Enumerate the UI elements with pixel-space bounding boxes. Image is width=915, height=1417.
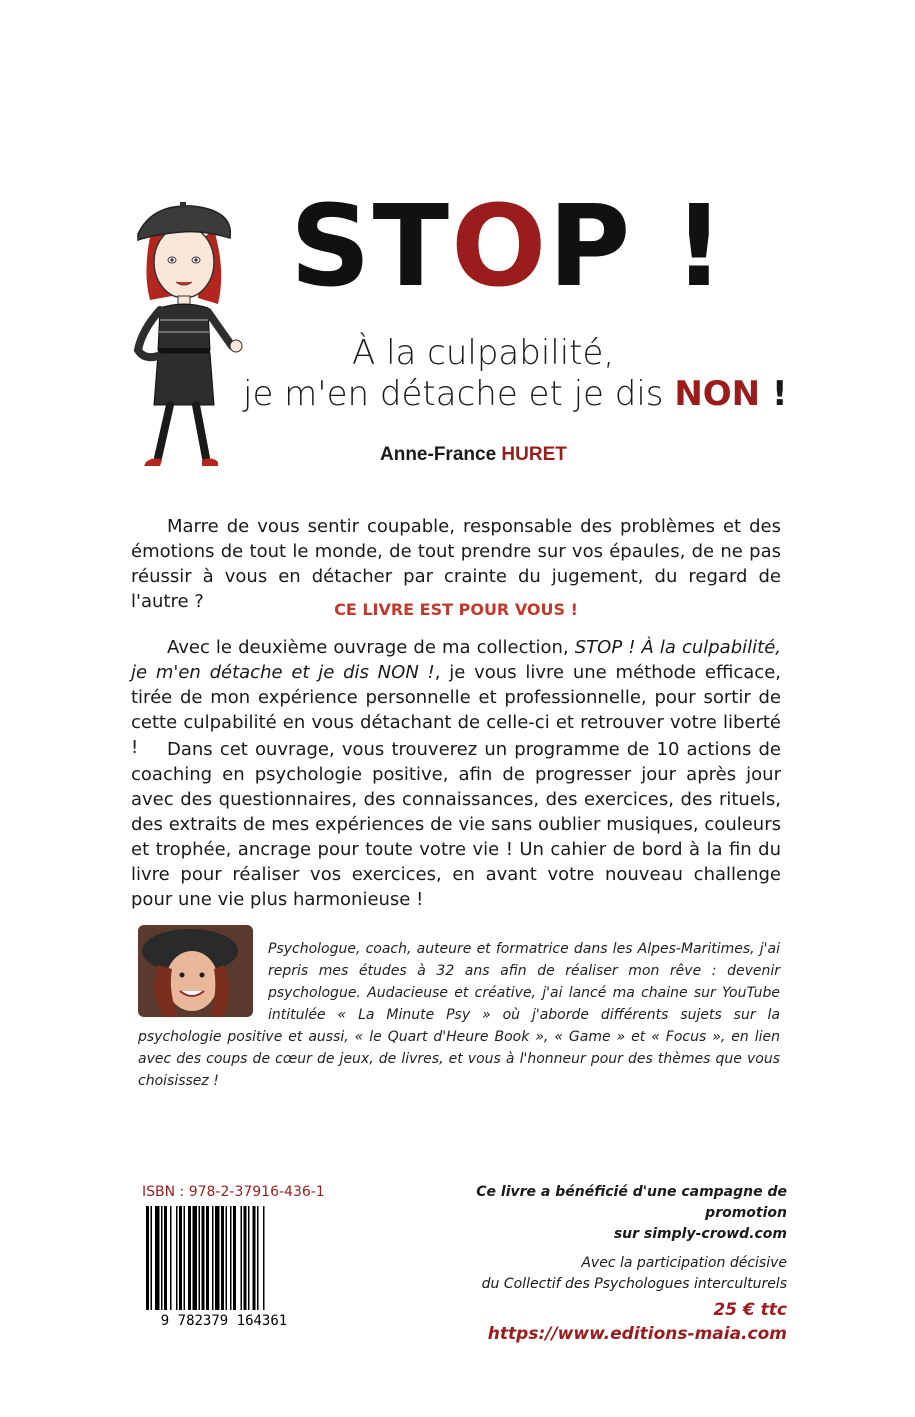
subtitle-line2-text: je m'en détache et je dis	[243, 374, 675, 414]
barcode-bar	[146, 1206, 149, 1310]
barcode-bar	[263, 1206, 265, 1310]
subtitle-bang: !	[760, 374, 788, 414]
blurb-p2-end: , je vous livre une méthode efficace, tirée de mon expérience personnelle et professionnelle, pour sortir de cette culpabilité en vous détachant de celle-ci et retrouver votre liberté !	[131, 662, 781, 758]
barcode-bar	[212, 1206, 214, 1310]
cartoon-woman-illustration	[122, 200, 252, 472]
barcode-digits: 9 782379 164361	[160, 1313, 288, 1328]
barcode-bar	[233, 1206, 236, 1310]
barcode-bar	[241, 1206, 243, 1310]
barcode-bar	[230, 1206, 232, 1310]
barcode-bar	[202, 1206, 205, 1310]
callout-text: CE LIVRE EST POUR VOUS !	[334, 600, 578, 619]
barcode-bar	[221, 1206, 224, 1310]
barcode-bar	[226, 1206, 228, 1310]
author-bio	[138, 938, 780, 1092]
barcode-bar	[253, 1206, 256, 1310]
barcode-bar	[257, 1206, 259, 1310]
title-p-bang: P !	[548, 182, 727, 312]
blurb-p2-title: STOP ! À la culpabilité, je m'en détache et je dis NON !	[131, 637, 781, 683]
barcode-bar	[155, 1206, 160, 1310]
barcode-bar	[248, 1206, 250, 1310]
blurb-paragraph-1: Marre de vous sentir coupable, responsable des problèmes et des émotions de tout le monde, de tout prendre sur vos épaules, de ne pas réussir à vous en détacher par crainte du jugement, du regard de l'autre ?	[131, 516, 781, 612]
barcode-bar	[176, 1206, 178, 1310]
participation-line-1: Avec la participation décisive	[581, 1255, 787, 1271]
author-last-name: HURET	[501, 444, 567, 465]
barcode-bar	[151, 1206, 153, 1310]
blurb-paragraph-3: Dans cet ouvrage, vous trouverez un programme de 10 actions de coaching en psychologie positive, afin de progresser jour après jour avec des questionnaires, des connaissances, des exercices, des rituels, des extraits de mes expériences de vie sans oublier musiques, couleurs et trophée, ancrage pour toute votre vie ! Un cahier de bord à la fin du livre pour réaliser vos exercices, en avant votre nouveau challenge pour une vie plus harmonieuse !	[131, 739, 781, 910]
publisher-website-link[interactable]: https://www.editions-maia.com	[487, 1324, 787, 1344]
promo-line-2: sur simply-crowd.com	[613, 1226, 787, 1242]
author-bio-text: Psychologue, coach, auteure et formatrice dans les Alpes-Maritimes, j'ai repris mes études à 32 ans afin de réaliser mon rêve : devenir psychologue. Audacieuse et créative, j'ai lancé ma chaine sur YouTube intitulée « La Minute Psy » où j'aborde différents sujets sur la psychologie positive et aussi, « le Quart d'Heure Book », « Game » et « Focus », en lien avec des coups de cœur de jeux, de livres, et vous à l'honneur pour des thèmes que vous choisissez !	[138, 941, 780, 1089]
subtitle-line1: À la culpabilité,	[352, 333, 615, 373]
barcode-bar	[170, 1206, 172, 1310]
promo-line-1: Ce livre a bénéficié d'une campagne de promotion	[476, 1184, 787, 1221]
barcode-bar	[206, 1206, 209, 1310]
barcode-bar	[199, 1206, 201, 1310]
barcode-bar	[188, 1206, 191, 1310]
barcode-bar	[193, 1206, 198, 1310]
barcode-bar	[179, 1206, 182, 1310]
subtitle-non: NON	[674, 374, 761, 414]
blurb-p2-start: Avec le deuxième ouvrage de ma collection,	[167, 637, 575, 658]
promotion-block	[430, 1182, 787, 1295]
subtitle-line2	[243, 374, 788, 414]
title-st: ST	[290, 182, 452, 312]
participation-line-2: du Collectif des Psychologues interculturels	[481, 1276, 787, 1292]
author-first-name: Anne-France	[380, 444, 502, 465]
barcode-bar	[161, 1206, 163, 1310]
author-name	[380, 444, 567, 466]
title-o-red: O	[451, 182, 549, 312]
barcode-bar	[215, 1206, 220, 1310]
price: 25 € ttc	[713, 1300, 787, 1320]
barcode-bar	[164, 1206, 167, 1310]
barcode	[140, 1206, 308, 1328]
barcode-bar	[184, 1206, 186, 1310]
isbn-label: ISBN : 978-2-37916-436-1	[142, 1184, 325, 1200]
book-title	[290, 182, 727, 312]
barcode-bar	[244, 1206, 247, 1310]
